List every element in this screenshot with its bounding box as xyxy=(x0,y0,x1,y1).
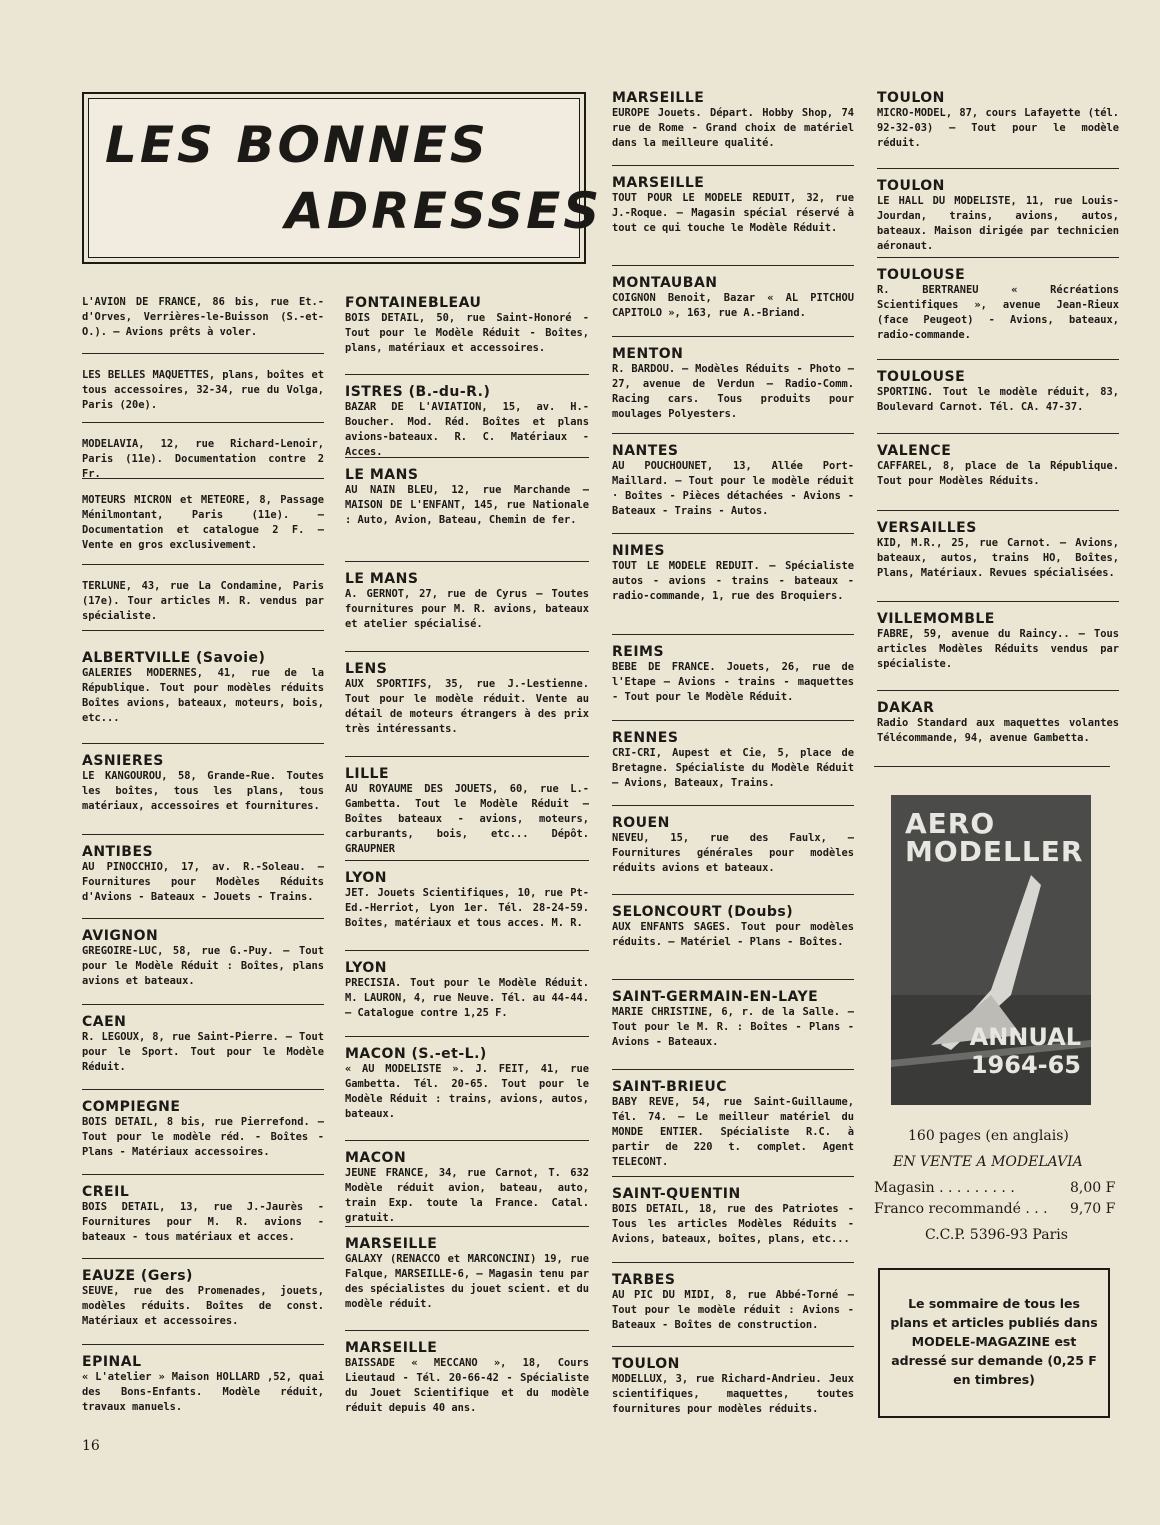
divider-rule xyxy=(82,1004,324,1005)
city-heading: SAINT-GERMAIN-EN-LAYE xyxy=(612,989,819,1005)
listing-1-4 xyxy=(345,661,589,737)
listing-3-4 xyxy=(877,443,1119,489)
city-heading: TARBES xyxy=(612,1272,676,1288)
listing-text: CRI-CRI, Aupest et Cie, 5, place de Bretagne. Spécialiste du Modèle Réduit — Avions, Bateaux, Trains. xyxy=(612,747,854,789)
city-heading: NANTES xyxy=(612,443,679,459)
page-number: 16 xyxy=(82,1438,100,1454)
listing-2-5 xyxy=(612,543,854,604)
listing-3-1 xyxy=(877,178,1119,254)
city-heading: TOULON xyxy=(612,1356,680,1372)
listing-text: BOIS DETAIL, 18, rue des Patriotes - Tous les articles Modèles Réduits - Avions, bateaux, boîtes, plans, etc... xyxy=(612,1203,854,1245)
listing-text: R. BERTRANEU « Récréations Scientifiques », avenue Jean-Rieux (face Peugeot) - Avions, bateaux, radio-commande. xyxy=(877,284,1119,341)
ad-magasin-label: Magasin . . . . . . . . . xyxy=(874,1180,1015,1196)
city-heading: MARSEILLE xyxy=(612,90,705,106)
listing-text: « AU MODELISTE ». J. FEIT, 41, rue Gambetta. Tél. 20-65. Tout pour le Modèle Réduit : trains, avions, autos, bateaux. xyxy=(345,1063,589,1120)
city-heading: LE MANS xyxy=(345,571,419,587)
city-heading: SELONCOURT (Doubs) xyxy=(612,904,794,920)
listing-text: GALAXY (RENACCO et MARCONCINI) 19, rue Falque, MARSEILLE-6, — Magasin tenu par des spécialistes du jouet scient. et du modèle réduit. xyxy=(345,1253,589,1310)
listing-0-1 xyxy=(82,753,324,814)
city-heading: EPINAL xyxy=(82,1354,142,1370)
city-heading: LYON xyxy=(345,960,387,976)
divider-rule xyxy=(877,510,1119,511)
divider-rule xyxy=(345,457,589,458)
listing-1-0 xyxy=(345,295,589,356)
listing-2-14 xyxy=(612,1356,854,1417)
listing-text: COIGNON Benoit, Bazar « AL PITCHOU CAPITOLO », 163, rue A.-Briand. xyxy=(612,292,854,319)
listing-3-6 xyxy=(877,611,1119,672)
city-heading: REIMS xyxy=(612,644,665,660)
listing-3-5 xyxy=(877,520,1119,581)
divider-rule xyxy=(612,1176,854,1177)
listing-text: BOIS DETAIL, 50, rue Saint-Honoré - Tout pour le Modèle Réduit - Boîtes, plans, matériaux et accessoires. xyxy=(345,312,589,354)
listing-1-10 xyxy=(345,1236,589,1312)
listing-text: AU PIC DU MIDI, 8, rue Abbé-Torné — Tout pour le modèle réduit : Avions - Bateaux - Boîtes de construction. xyxy=(612,1289,854,1331)
listing-text: SPORTING. Tout le modèle réduit, 83, Boulevard Carnot. Tél. CA. 47-37. xyxy=(877,386,1119,413)
intro-listing xyxy=(82,437,324,482)
city-heading: DAKAR xyxy=(877,700,935,716)
listing-text: L'AVION DE FRANCE, 86 bis, rue Et.-d'Orves, Verrières-le-Buisson (S.-et-O.). — Avions prêts à voler. xyxy=(82,296,324,338)
listing-text: BAISSADE « MECCANO », 18, Cours Lieutaud - Tél. 20-66-42 - Spécialiste du Jouet Scientifique et du modèle réduit depuis 40 ans. xyxy=(345,1357,589,1414)
city-heading: RENNES xyxy=(612,730,679,746)
listing-0-4 xyxy=(82,1014,324,1075)
listing-1-6 xyxy=(345,870,589,931)
listing-2-2 xyxy=(612,275,854,321)
notice-box xyxy=(878,1268,1110,1418)
ad-vente: EN VENTE A MODELAVIA xyxy=(893,1154,1083,1170)
listing-text: MARIE CHRISTINE, 6, r. de la Salle. — Tout pour le M. R. : Boîtes - Plans - Avions - Bateaux. xyxy=(612,1006,854,1048)
ad-years: 1964-65 xyxy=(970,1051,1081,1079)
title-box xyxy=(82,92,603,264)
listing-text: MODELLUX, 3, rue Richard-Andrieu. Jeux scientifiques, maquettes, toutes fournitures pour modèles réduits. xyxy=(612,1373,854,1415)
city-heading: CAEN xyxy=(82,1014,127,1030)
listing-text: BOIS DETAIL, 13, rue J.-Jaurès - Fournitures pour M. R. avions - bateaux - tous matériaux et acces. xyxy=(82,1201,324,1243)
listing-text: JEUNE FRANCE, 34, rue Carnot, T. 632 Modèle réduit avion, bateau, auto, train Exp. toute la France. Catal. gratuit. xyxy=(345,1167,589,1224)
listing-3-7 xyxy=(877,700,1119,746)
city-heading: EAUZE (Gers) xyxy=(82,1268,193,1284)
listing-2-10 xyxy=(612,989,854,1050)
listing-0-0 xyxy=(82,650,324,726)
city-heading: ALBERTVILLE (Savoie) xyxy=(82,650,266,666)
intro-listing xyxy=(82,493,324,553)
divider-rule xyxy=(345,860,589,861)
divider-rule xyxy=(82,353,324,354)
divider-rule xyxy=(612,433,854,434)
city-heading: SAINT-QUENTIN xyxy=(612,1186,741,1202)
listing-text: PRECISIA. Tout pour le Modèle Réduit. M. LAURON, 4, rue Neuve. Tél. au 44-44. — Catalogue contre 1,25 F. xyxy=(345,977,589,1019)
city-heading: MENTON xyxy=(612,346,684,362)
divider-rule xyxy=(612,1346,854,1347)
listing-text: JET. Jouets Scientifiques, 10, rue Pt-Ed.-Herriot, Lyon 1er. Tél. 28-24-59. Boîtes, matériaux et tous acces. M. R. xyxy=(345,887,589,929)
listing-1-3 xyxy=(345,571,589,632)
listing-0-2 xyxy=(82,844,324,905)
listing-2-13 xyxy=(612,1272,854,1333)
listing-text: LE HALL DU MODELISTE, 11, rue Louis-Jourdan, trains, avions, autos, bateaux. Maison dirigée par technicien aéronaut. xyxy=(877,195,1119,252)
divider-rule xyxy=(612,265,854,266)
listing-text: GREGOIRE-LUC, 58, rue G.-Puy. — Tout pour le Modèle Réduit : Boîtes, plans avions et bateaux. xyxy=(82,945,324,987)
ad-ccp: C.C.P. 5396-93 Paris xyxy=(925,1227,1068,1243)
city-heading: NIMES xyxy=(612,543,666,559)
divider-rule xyxy=(345,756,589,757)
ad-franco-label: Franco recommandé . . . xyxy=(874,1201,1048,1217)
listing-text: TOUT POUR LE MODELE REDUIT, 32, rue J.-Roque. — Magasin spécial réservé à tout ce qui touche le Modèle Réduit. xyxy=(612,192,854,234)
divider-rule xyxy=(877,168,1119,169)
listing-text: AU POUCHOUNET, 13, Allée Port-Maillard. — Tout pour le modèle réduit · Boîtes - Pièces détachées - Avions - Bateaux - Trains - Autos. xyxy=(612,460,854,517)
divider-rule xyxy=(345,651,589,652)
listing-1-9 xyxy=(345,1150,589,1226)
divider-rule xyxy=(345,561,589,562)
listing-text: CAFFAREL, 8, place de la République. Tout pour Modèles Réduits. xyxy=(877,460,1119,487)
divider-rule xyxy=(82,743,324,744)
listing-2-12 xyxy=(612,1186,854,1247)
listing-text: AUX ENFANTS SAGES. Tout pour modèles réduits. — Matériel - Plans - Boîtes. xyxy=(612,921,854,948)
divider-rule xyxy=(82,630,324,631)
listing-text: TOUT LE MODELE REDUIT. — Spécialiste autos - avions - trains - bateaux - radio-commande, 1, rue des Broquiers. xyxy=(612,560,854,602)
city-heading: ASNIERES xyxy=(82,753,164,769)
divider-rule xyxy=(877,257,1119,258)
divider-rule xyxy=(877,601,1119,602)
listing-3-3 xyxy=(877,369,1119,415)
listing-text: BOIS DETAIL, 8 bis, rue Pierrefond. — Tout pour le modèle réd. - Boîtes - Plans - Matériaux accessoires. xyxy=(82,1116,324,1158)
ad-annual: ANNUAL xyxy=(969,1023,1081,1051)
listing-2-3 xyxy=(612,346,854,422)
city-heading: MONTAUBAN xyxy=(612,275,718,291)
divider-rule xyxy=(82,1258,324,1259)
listing-2-7 xyxy=(612,730,854,791)
divider-rule xyxy=(612,805,854,806)
divider-rule xyxy=(612,165,854,166)
city-heading: TOULON xyxy=(877,178,945,194)
divider-rule xyxy=(612,533,854,534)
ad-pages: 160 pages (en anglais) xyxy=(908,1128,1069,1144)
divider-rule xyxy=(612,634,854,635)
listing-text: EUROPE Jouets. Départ. Hobby Shop, 74 rue de Rome - Grand choix de matériel dans la meilleure qualité. xyxy=(612,107,854,149)
listing-text: Radio Standard aux maquettes volantes Télécommande, 94, avenue Gambetta. xyxy=(877,717,1119,744)
city-heading: TOULOUSE xyxy=(877,267,966,283)
city-heading: AVIGNON xyxy=(82,928,159,944)
divider-rule xyxy=(612,720,854,721)
divider-rule xyxy=(345,1226,589,1227)
city-heading: LILLE xyxy=(345,766,390,782)
listing-text: GALERIES MODERNES, 41, rue de la République. Tout pour modèles réduits Boîtes avions, bateaux, moteurs, bois, etc... xyxy=(82,667,324,724)
listing-text: MICRO-MODEL, 87, cours Lafayette (tél. 92-32-03) — Tout pour le modèle réduit. xyxy=(877,107,1119,149)
listing-0-7 xyxy=(82,1268,324,1329)
listing-text: A. GERNOT, 27, rue de Cyrus — Toutes fournitures pour M. R. avions, bateaux et atelier spécialisé. xyxy=(345,588,589,630)
divider-rule xyxy=(612,894,854,895)
listing-0-8 xyxy=(82,1354,324,1415)
divider-rule xyxy=(82,834,324,835)
divider-rule xyxy=(82,1344,324,1345)
intro-listing xyxy=(82,579,324,624)
divider-rule xyxy=(82,1174,324,1175)
listing-text: AU PINOCCHIO, 17, av. R.-Soleau. — Fournitures pour Modèles Réduits d'Avions - Bateaux - Jouets - Trains. xyxy=(82,861,324,903)
city-heading: ROUEN xyxy=(612,815,670,831)
listing-text: R. LEGOUX, 8, rue Saint-Pierre. — Tout pour le Sport. Tout pour le Modèle Réduit. xyxy=(82,1031,324,1073)
divider-rule xyxy=(345,950,589,951)
listing-2-4 xyxy=(612,443,854,519)
city-heading: MACON (S.-et-L.) xyxy=(345,1046,487,1062)
city-heading: COMPIEGNE xyxy=(82,1099,181,1115)
divider-rule xyxy=(612,979,854,980)
city-heading: LE MANS xyxy=(345,467,419,483)
listing-0-3 xyxy=(82,928,324,989)
divider-rule xyxy=(612,1069,854,1070)
listing-1-11 xyxy=(345,1340,589,1416)
listing-2-1 xyxy=(612,175,854,236)
city-heading: MACON xyxy=(345,1150,407,1166)
listing-text: R. BARDOU. — Modèles Réduits - Photo — 27, avenue de Verdun — Radio-Comm. Racing cars. Tous produits pour moulages Polyesters. xyxy=(612,363,854,420)
listing-0-6 xyxy=(82,1184,324,1245)
listing-text: LE KANGOUROU, 58, Grande-Rue. Toutes les boîtes, tous les plans, tous matériaux, accessoires et fournitures. xyxy=(82,770,324,812)
listing-3-0 xyxy=(877,90,1119,151)
listing-2-9 xyxy=(612,904,854,950)
divider-rule xyxy=(82,478,324,479)
divider-rule xyxy=(345,374,589,375)
listing-text: SEUVE, rue des Promenades, jouets, modèles réduits. Boîtes de const. Matériaux et accessoires. xyxy=(82,1285,324,1327)
listing-text: « L'atelier » Maison HOLLARD ,52, quai des Bons-Enfants. Modèle réduit, travaux manuels. xyxy=(82,1371,324,1413)
divider-rule xyxy=(82,918,324,919)
listing-1-5 xyxy=(345,766,589,857)
city-heading: MARSEILLE xyxy=(612,175,705,191)
listing-text: BAZAR DE L'AVIATION, 15, av. H.-Boucher. Mod. Réd. Boîtes et plans avions-bateaux. R. C. Matériaux - Acces. xyxy=(345,401,589,458)
ad-magasin-price: 8,00 F xyxy=(1070,1180,1116,1196)
listing-text: AU ROYAUME DES JOUETS, 60, rue L.-Gambetta. Tout le Modèle Réduit — Boîtes bateaux - avions, moteurs, carburants, bois, etc... Dépôt. GRAUPNER xyxy=(345,783,589,855)
listing-text: MOTEURS MICRON et METEORE, 8, Passage Ménilmontant, Paris (11e). — Documentation et catalogue 2 F. — Vente en gros exclusivement. xyxy=(82,494,324,551)
listing-0-5 xyxy=(82,1099,324,1160)
listing-2-0 xyxy=(612,90,854,151)
divider-rule xyxy=(345,1140,589,1141)
intro-listing xyxy=(82,368,324,413)
city-heading: ISTRES (B.-du-R.) xyxy=(345,384,491,400)
listing-text: AU NAIN BLEU, 12, rue Marchande — MAISON DE L'ENFANT, 145, rue Nationale : Auto, Avion, Bateau, Chemin de fer. xyxy=(345,484,589,526)
aeromodeller-ad xyxy=(891,795,1091,1105)
ad-title-modeller: MODELLER xyxy=(905,835,1084,868)
divider-rule xyxy=(82,564,324,565)
divider-rule xyxy=(877,690,1119,691)
listing-text: LES BELLES MAQUETTES, plans, boîtes et tous accessoires, 32-34, rue du Volga, Paris (20e). xyxy=(82,369,324,411)
listing-3-2 xyxy=(877,267,1119,343)
ad-title-aero: AERO xyxy=(905,807,996,840)
divider-rule xyxy=(877,433,1119,434)
city-heading: CREIL xyxy=(82,1184,130,1200)
city-heading: LENS xyxy=(345,661,388,677)
divider-rule xyxy=(82,422,324,423)
city-heading: VERSAILLES xyxy=(877,520,977,536)
city-heading: ANTIBES xyxy=(82,844,154,860)
city-heading: FONTAINEBLEAU xyxy=(345,295,482,311)
title-inner xyxy=(88,98,603,258)
listing-2-11 xyxy=(612,1079,854,1170)
listing-1-2 xyxy=(345,467,589,528)
divider-rule xyxy=(345,1036,589,1037)
listing-text: AUX SPORTIFS, 35, rue J.-Lestienne. Tout pour le modèle réduit. Vente au détail de moteurs étrangers à des prix très intéressants. xyxy=(345,678,589,735)
divider-rule xyxy=(345,1330,589,1331)
listing-1-1 xyxy=(345,384,589,460)
city-heading: MARSEILLE xyxy=(345,1236,438,1252)
listing-text: FABRE, 59, avenue du Raincy.. — Tous articles Modèles Réduits vendus par spécialiste. xyxy=(877,628,1119,670)
city-heading: SAINT-BRIEUC xyxy=(612,1079,728,1095)
listing-text: MODELAVIA, 12, rue Richard-Lenoir, Paris (11e). Documentation contre 2 Fr. xyxy=(82,438,324,480)
city-heading: TOULOUSE xyxy=(877,369,966,385)
divider-rule xyxy=(612,1262,854,1263)
divider-rule xyxy=(877,359,1119,360)
listing-text: TERLUNE, 43, rue La Condamine, Paris (17e). Tour articles M. R. vendus par spécialiste. xyxy=(82,580,324,622)
listing-text: NEVEU, 15, rue des Faulx, — Fournitures générales pour modèles réduits avions et bateaux. xyxy=(612,832,854,874)
listing-text: BABY REVE, 54, rue Saint-Guillaume, Tél. 74. — Le meilleur matériel du MONDE ENTIER. Spécialiste R.C. à partir de 220 t. complet. Agent TELECONT. xyxy=(612,1096,854,1168)
city-heading: TOULON xyxy=(877,90,945,106)
intro-listing xyxy=(82,295,324,340)
divider-rule xyxy=(612,336,854,337)
title-line-2: ADRESSES xyxy=(285,182,603,240)
listing-1-7 xyxy=(345,960,589,1021)
city-heading: MARSEILLE xyxy=(345,1340,438,1356)
ad-divider xyxy=(874,766,1110,767)
city-heading: LYON xyxy=(345,870,387,886)
city-heading: VILLEMOMBLE xyxy=(877,611,995,627)
listing-2-8 xyxy=(612,815,854,876)
ad-franco-price: 9,70 F xyxy=(1070,1201,1116,1217)
divider-rule xyxy=(82,1089,324,1090)
notice-text: Le sommaire de tous les plans et articles publiés dans MODELE-MAGAZINE est adressé sur demande (0,25 F en timbres) xyxy=(890,1296,1098,1387)
city-heading: VALENCE xyxy=(877,443,952,459)
listing-text: KID, M.R., 25, rue Carnot. — Avions, bateaux, autos, trains HO, Boîtes, Plans, Matériaux. Revues spécialisées. xyxy=(877,537,1119,579)
listing-text: BEBE DE FRANCE. Jouets, 26, rue de l'Etape — Avions - trains - maquettes - Tout pour le Modèle Réduit. xyxy=(612,661,854,703)
listing-2-6 xyxy=(612,644,854,705)
listing-1-8 xyxy=(345,1046,589,1122)
title-line-1: LES BONNES xyxy=(105,116,489,174)
